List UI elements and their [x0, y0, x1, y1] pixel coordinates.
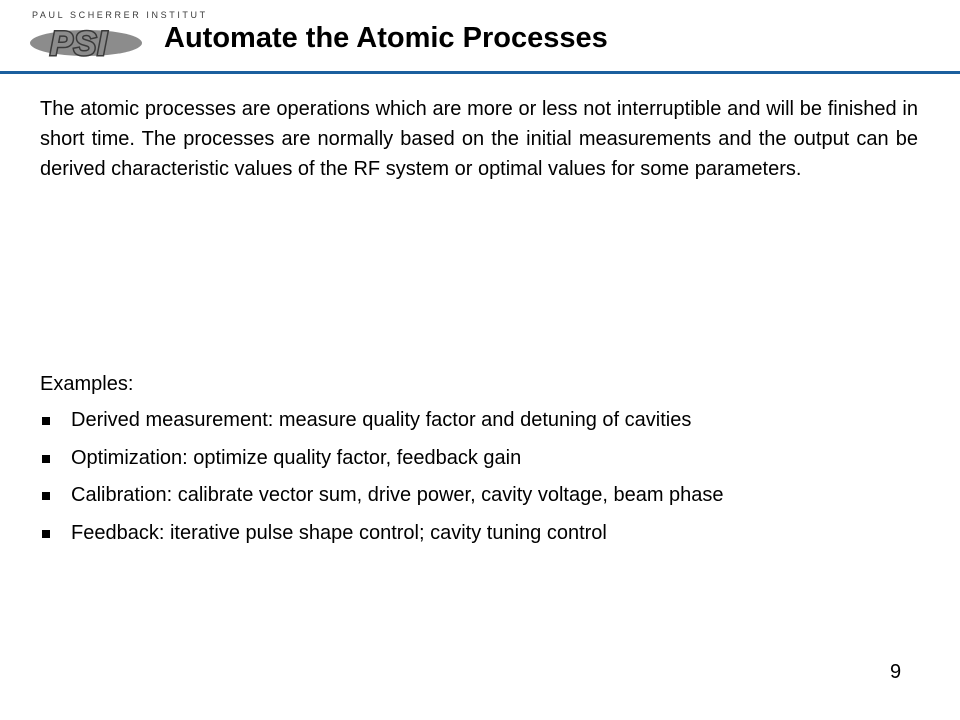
examples-label: Examples:	[40, 373, 134, 395]
square-bullet-icon	[42, 417, 50, 425]
list-item	[40, 480, 920, 518]
list-item-text: Optimization: optimize quality factor, feedback gain	[71, 446, 522, 469]
examples-list	[40, 405, 920, 555]
list-item	[40, 518, 920, 556]
header-rule	[0, 71, 960, 74]
slide-title: Automate the Atomic Processes	[164, 22, 608, 54]
list-item-text: Feedback: iterative pulse shape control; cavity tuning control	[71, 521, 607, 544]
square-bullet-icon	[42, 455, 50, 463]
list-item-text: Calibration: calibrate vector sum, drive power, cavity voltage, beam phase	[71, 484, 724, 506]
psi-logo	[30, 8, 208, 62]
psi-logo-mark	[30, 23, 168, 61]
square-bullet-icon	[42, 492, 50, 500]
svg-text:PSI: PSI	[50, 25, 108, 61]
list-item	[40, 405, 920, 443]
list-item-text: Derived measurement: measure quality factor and detuning of cavities	[71, 409, 692, 431]
page-number: 9	[890, 661, 902, 683]
square-bullet-icon	[42, 530, 50, 538]
intro-paragraph: The atomic processes are operations which are more or less not interruptible and will be finished in short time. The processes are normally based on the initial measurements and the output can be derived characteristic values of the RF system or optimal values for some parameters.	[40, 98, 918, 180]
logo-institute-name: PAUL SCHERRER INSTITUT	[32, 10, 208, 20]
list-item	[40, 443, 920, 481]
